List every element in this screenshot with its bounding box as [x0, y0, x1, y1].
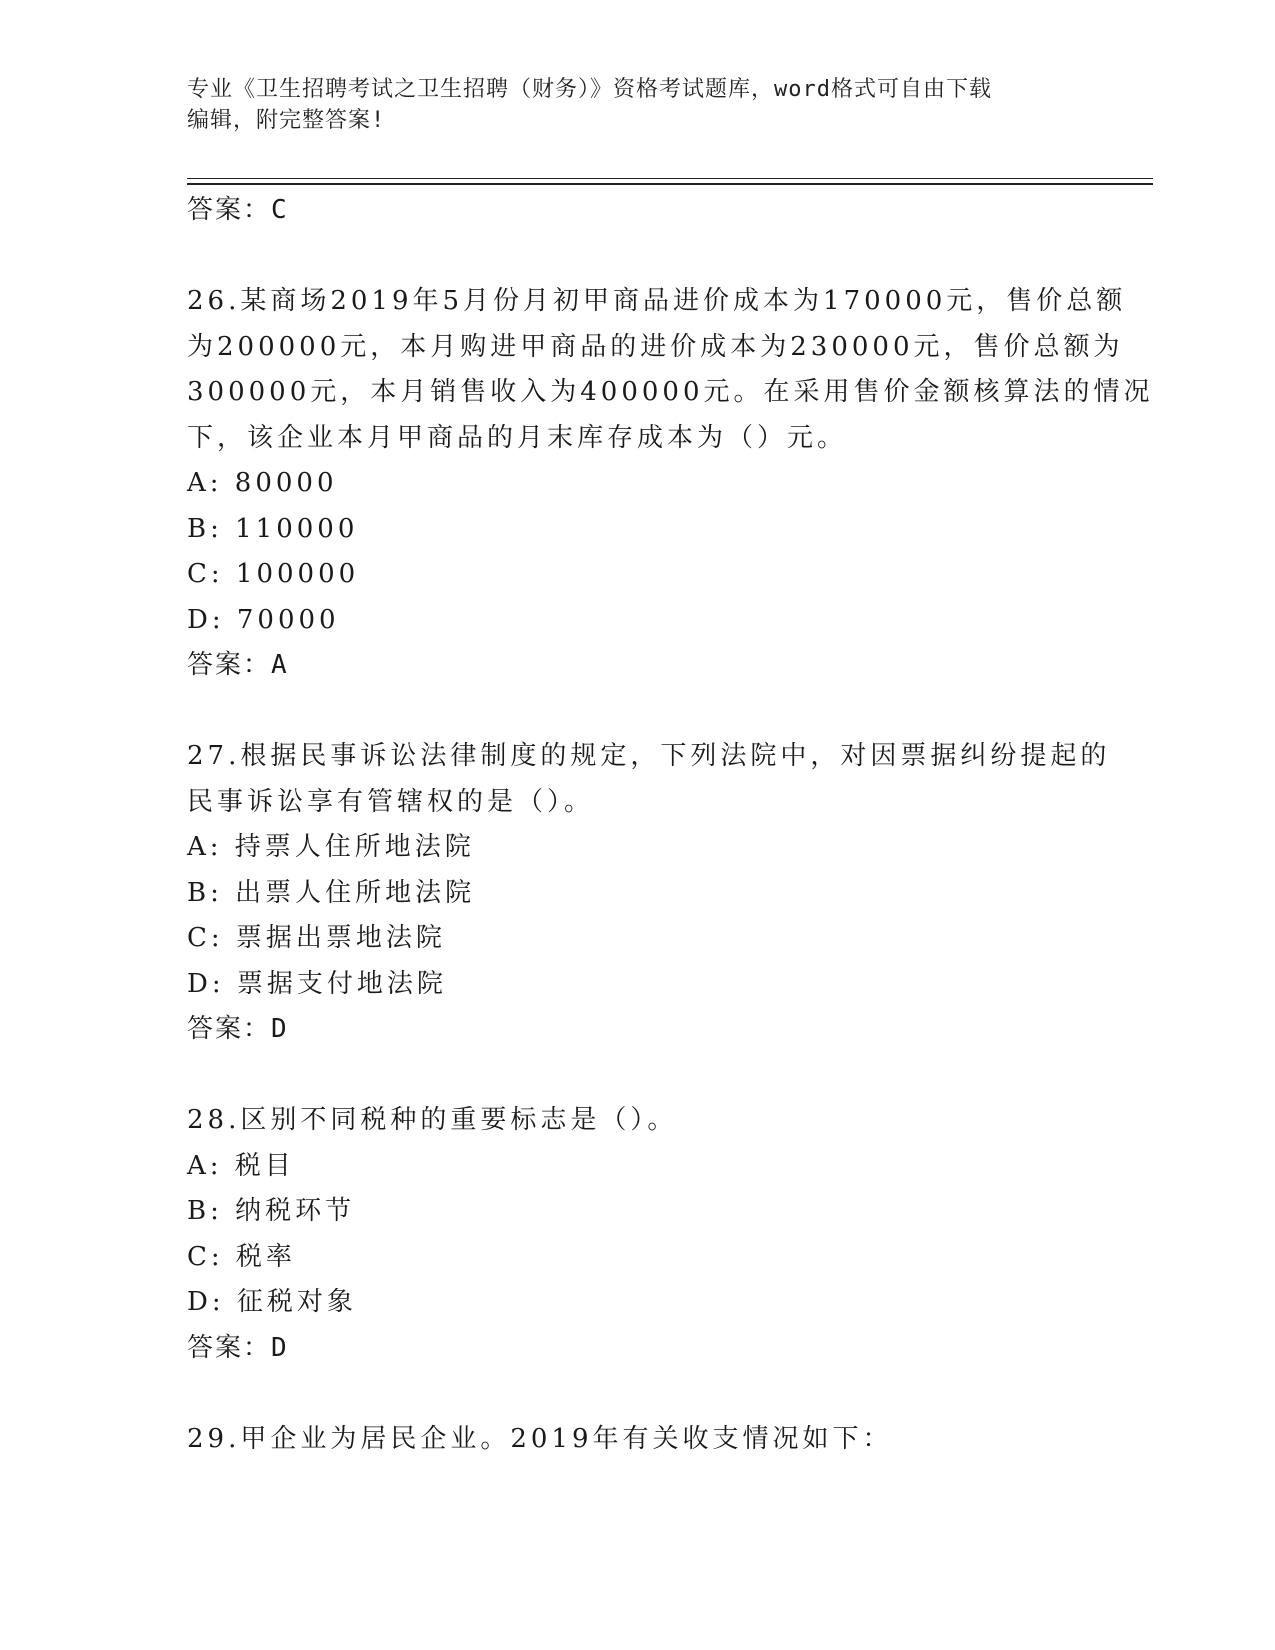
question-29: [187, 1417, 1087, 1463]
option-c: C: 税率: [187, 1241, 296, 1272]
answer-27: 答案：D: [187, 1014, 289, 1044]
option-b: B: 纳税环节: [187, 1196, 356, 1226]
header-line-2: 编辑，附完整答案!: [187, 108, 386, 133]
question-text-line: 下，该企业本月甲商品的月末库存成本为（）元。: [187, 422, 848, 453]
option-a: A: 税目: [187, 1150, 295, 1181]
option-b: B: 出票人住所地法院: [187, 877, 476, 908]
spacer: [187, 689, 1087, 735]
answer-28: 答案：D: [187, 1332, 289, 1363]
option-d: D: 征税对象: [187, 1287, 357, 1317]
answer-25: 答案：C: [187, 195, 289, 225]
question-text-line: 28.区别不同税种的重要标志是（）。: [187, 1105, 678, 1135]
header-line-1: 专业《卫生招聘考试之卫生招聘（财务）》资格考试题库，word格式可自由下载: [187, 77, 992, 102]
spacer: [187, 1053, 1087, 1099]
question-text-line: 民事诉讼享有管辖权的是（）。: [187, 786, 595, 817]
header-divider-thick: [187, 183, 1153, 185]
option-b: B: 110000: [187, 513, 359, 544]
question-text-line: 26.某商场2019年5月份月初甲商品进价成本为170000元，售价总额: [187, 286, 1127, 316]
option-a: A: 持票人住所地法院: [187, 832, 475, 862]
document-body: [187, 188, 1154, 1462]
question-26: [187, 279, 1154, 689]
answer-26: 答案：A: [187, 650, 289, 680]
option-c: C: 100000: [187, 559, 360, 589]
question-27: [187, 734, 1111, 1053]
header-divider-thin: [187, 178, 1153, 179]
question-text-line: 为200000元，本月购进甲商品的进价成本为230000元，售价总额为: [187, 331, 1124, 362]
option-d: D: 票据支付地法院: [187, 968, 447, 999]
document-header: [187, 74, 1067, 136]
question-text-line: 27.根据民事诉讼法律制度的规定，下列法院中，对因票据纠纷提起的: [187, 741, 1111, 771]
spacer: [187, 234, 1087, 280]
spacer: [187, 1371, 1087, 1417]
question-text-line: 29.甲企业为居民企业。2019年有关收支情况如下：: [187, 1423, 893, 1454]
question-text-line: 300000元，本月销售收入为400000元。在采用售价金额核算法的情况: [187, 377, 1154, 407]
option-d: D: 70000: [187, 604, 340, 635]
option-a: A: 80000: [187, 468, 338, 498]
option-c: C: 票据出票地法院: [187, 923, 446, 953]
question-28: [187, 1098, 1087, 1371]
